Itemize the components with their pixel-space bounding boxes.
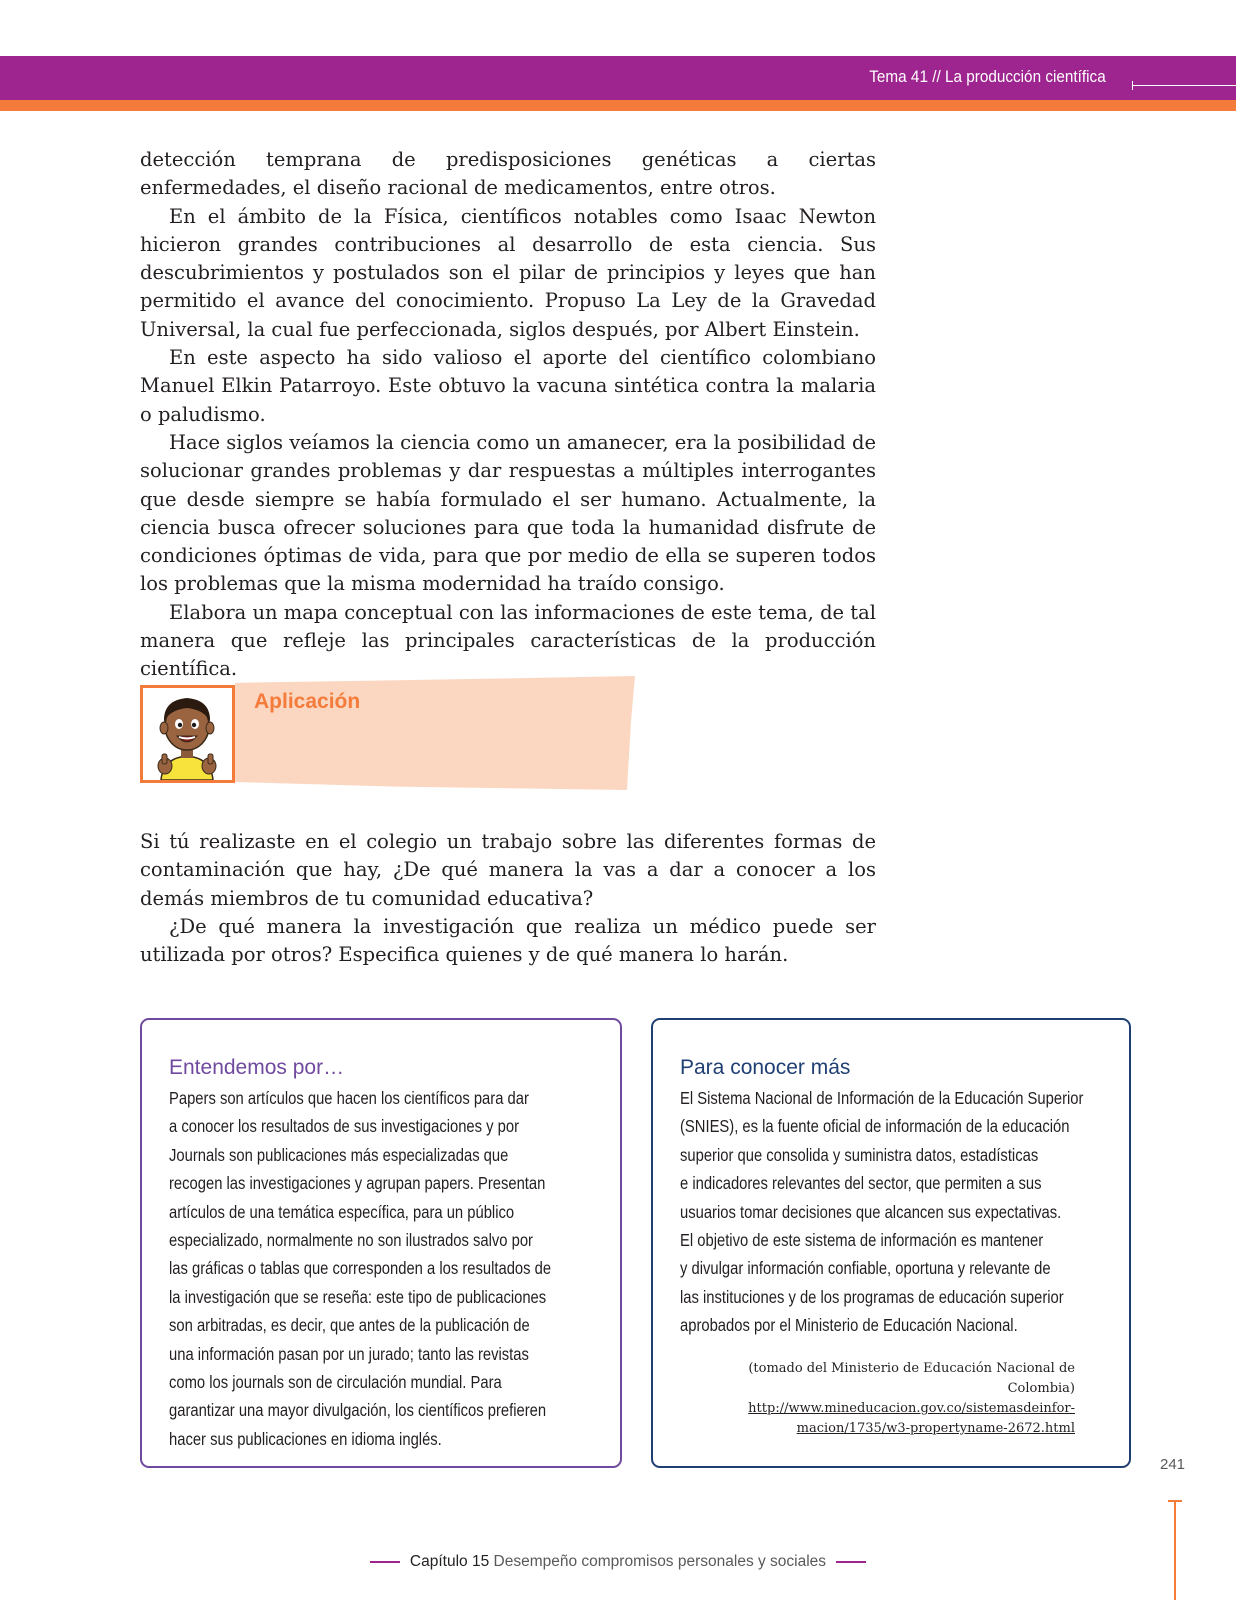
aplicacion-paragraph: ¿De qué manera la investigación que realiza un médico puede ser utilizada por otros? Especifica quienes y de qué manera lo harán. <box>140 914 876 967</box>
body-paragraph: Hace siglos veíamos la ciencia como un amanecer, era la posibilidad de solucionar grandes problemas y dar respuestas a múltiples interrogantes que desde siempre se había formulado el ser humano. Actualmente, la ciencia busca ofrecer soluciones para que toda la humanidad disfrute de condiciones óptimas de vida, para que por medio de ella se superen todos los problemas que la misma modernidad ha traído consigo. <box>140 430 876 596</box>
entendemos-por-text: Papers son artículos que hacen los científicos para dar a conocer los resultados de sus investigaciones y por Journals son publicaciones más especializadas que recogen las investigaciones y agrupan papers. Presentan artículos de una temática específica, para un público especializado, normalmente no son ilustrados salvo por las gráficas o tablas que corresponden a los resultados de la investigación que se reseña: este tipo de publicaciones son arbitradas, es decir, que antes de la publicación de una información pasan por un jurado; tanto las revistas como los journals son de circulación mundial. Para garantizar una mayor divulgación, los científicos prefieren hacer sus publicaciones en idioma inglés. <box>169 1088 552 1449</box>
main-body-text <box>140 146 876 684</box>
body-paragraph: En el ámbito de la Física, científicos notables como Isaac Newton hicieron grandes contribuciones al desarrollo de esta ciencia. Sus descubrimientos y postulados son el pilar de principios y leyes que han permitido el avance del conocimiento. Propuso La Ley de la Gravedad Universal, la cual fue perfeccionada, siglos después, por Albert Einstein. <box>140 204 876 341</box>
side-rule <box>1174 1500 1176 1600</box>
para-conocer-mas-text: El Sistema Nacional de Información de la Educación Superior (SNIES), es la fuente oficial de información de la educación superior que consolida y suministra datos, estadísticas e indicadores relevantes del sector, que permiten a sus usuarios tomar decisiones que alcancen sus expectativas. El objetivo de este sistema de información es mantener y divulgar información confiable, oportuna y relevante de las instituciones y de los programas de educación superior aprobados por el Ministerio de Educación Nacional. <box>680 1088 1084 1336</box>
aplicacion-banner <box>140 676 630 796</box>
footer <box>0 1553 1236 1571</box>
footer-rule-right <box>836 1561 866 1563</box>
body-paragraph: detección temprana de predisposiciones genéticas a ciertas enfermedades, el diseño racional de medicamentos, entre otros. <box>140 148 876 200</box>
header-bar <box>0 56 1236 111</box>
source-citation <box>715 1359 1075 1439</box>
entendemos-por-heading: Entendemos por… <box>169 1056 345 1079</box>
footer-rule-left <box>370 1561 400 1563</box>
para-conocer-mas-box <box>651 1018 1131 1468</box>
aplicacion-text <box>140 828 876 969</box>
entendemos-por-box <box>140 1018 622 1468</box>
footer-chapter-label: Capítulo 15 <box>409 1553 490 1570</box>
student-avatar-icon <box>140 685 235 783</box>
source-text: (tomado del Ministerio de Educación Nacional de Colombia) <box>748 1361 1075 1396</box>
para-conocer-mas-heading: Para conocer más <box>680 1056 851 1079</box>
aplicacion-paragraph: Si tú realizaste en el colegio un trabajo sobre las diferentes formas de contaminación que hay, ¿De qué manera la vas a dar a conocer a los demás miembros de tu comunidad educativa? <box>140 830 876 910</box>
body-paragraph: Elabora un mapa conceptual con las informaciones de este tema, de tal manera que refleje las principales características de la producción científica. <box>140 600 876 681</box>
header-line <box>1132 85 1236 86</box>
source-link[interactable]: http://www.mineducacion.gov.co/sistemasdeinfor- macion/1735/w3-propertyname-2672.html <box>748 1401 1075 1436</box>
page-number: 241 <box>1160 1456 1186 1473</box>
aplicacion-title: Aplicación <box>254 690 361 713</box>
header-title: Tema 41 // La producción científica <box>869 67 1106 86</box>
footer-chapter-title: Desempeño compromisos personales y sociales <box>493 1553 827 1570</box>
body-paragraph: En este aspecto ha sido valioso el aporte del científico colombiano Manuel Elkin Patarroyo. Este obtuvo la vacuna sintética contra la malaria o paludismo. <box>140 346 876 426</box>
